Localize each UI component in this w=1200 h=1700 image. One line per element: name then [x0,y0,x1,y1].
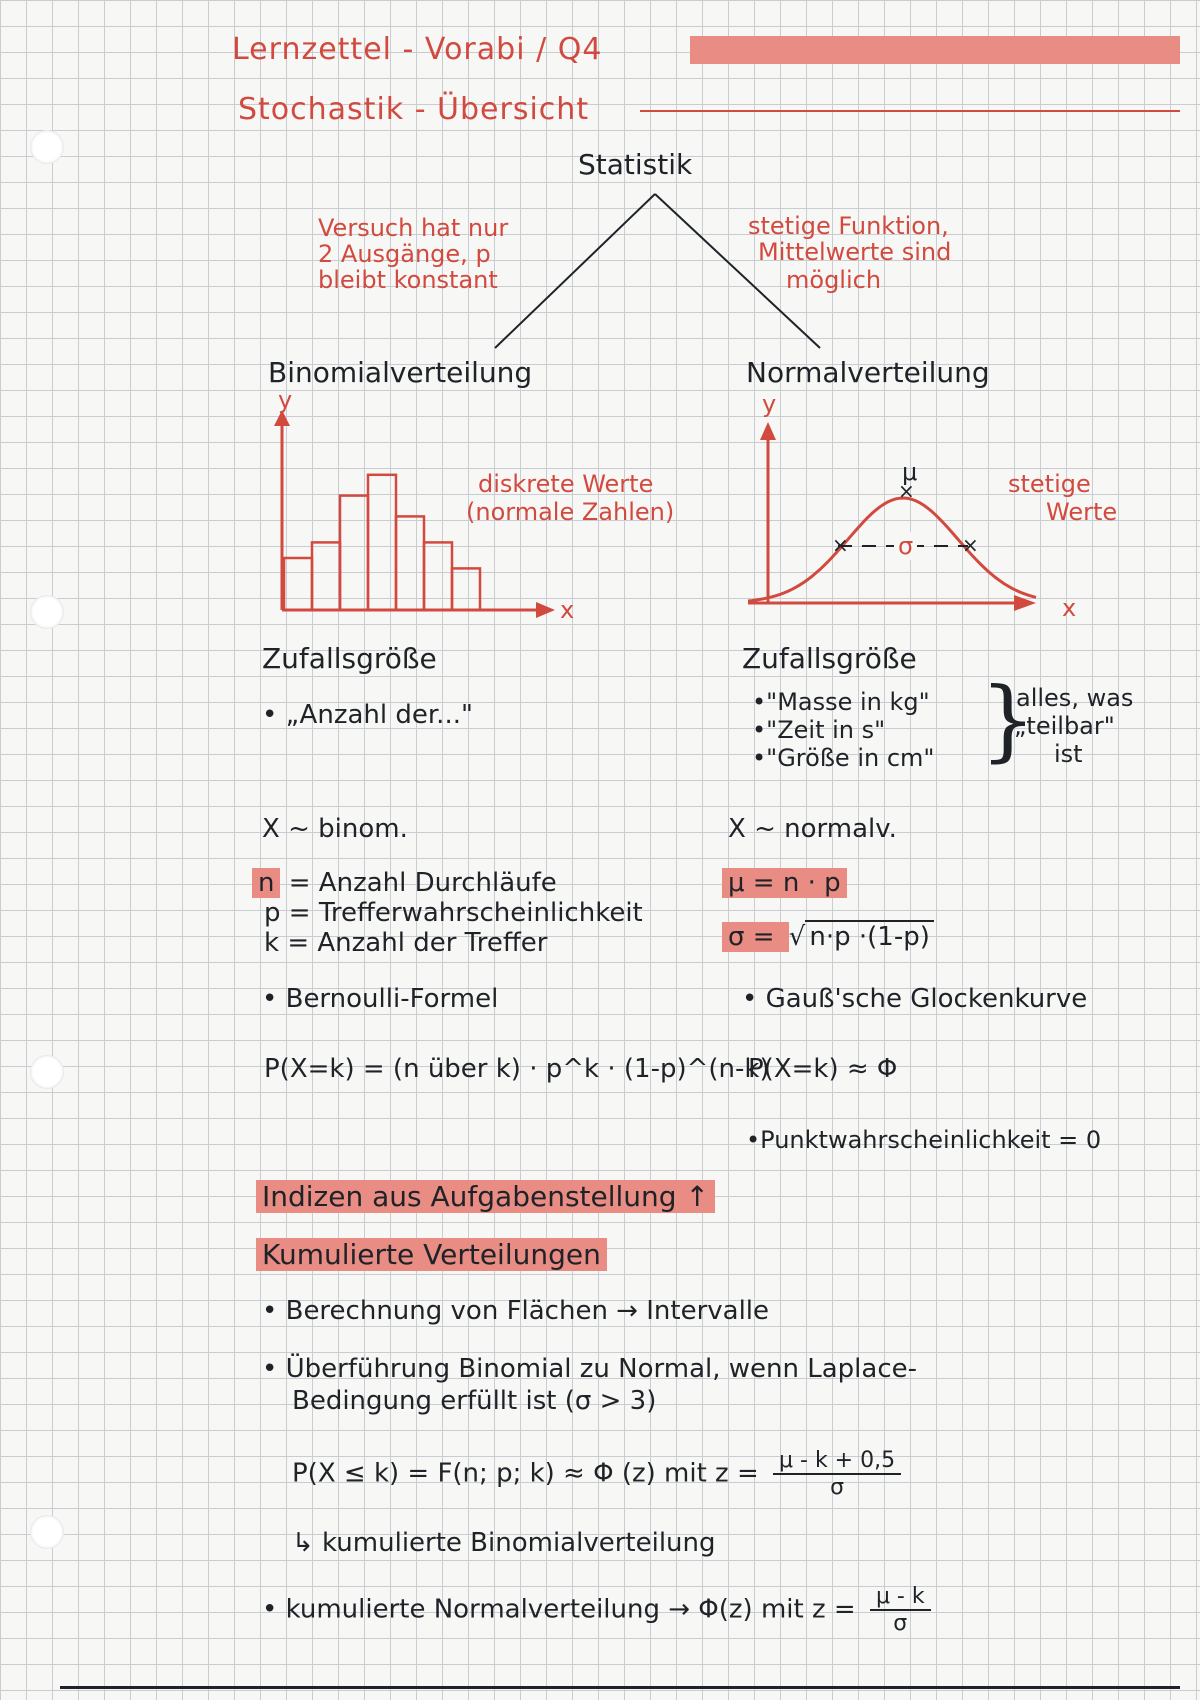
normal-curve-chart [748,418,1058,618]
formula-2-denominator: σ [893,1611,908,1636]
bell-curve [748,498,1036,601]
normal-distribution: X ~ normalv. [728,814,897,844]
brace-note-line-3: ist [1054,740,1083,768]
binomial-random-var-item: • „Anzahl der..." [262,700,473,730]
histogram-bar [424,542,452,610]
mu-formula [722,868,847,898]
page-bottom-line [60,1686,1180,1689]
histogram-bar [396,516,424,610]
histogram-bar [340,496,368,610]
binomial-def-p [264,898,643,928]
normal-y-label: y [762,390,777,418]
mu-formula-text: μ = n · p [722,868,847,898]
cumulative-bullet-areas: • Berechnung von Flächen → Intervalle [262,1296,770,1326]
cumulative-binomial-note: ↳ kumulierte Binomialverteilung [292,1528,716,1558]
brace-note-line-1: alles, was [1016,684,1134,712]
symbol-n: n [252,868,280,898]
histogram-bar [284,558,312,610]
normal-random-var-item-3: •"Größe in cm" [752,744,935,772]
normal-sigma-label: σ [894,532,917,560]
formula-2-text: • kumulierte Normalverteilung → Φ(z) mit z = [262,1594,856,1625]
right-note-line-1: stetige Funktion, [748,212,949,240]
binder-hole [30,130,64,164]
formula-1-numerator: μ - k + 0,5 [773,1448,901,1475]
cumulative-heading [256,1238,607,1271]
subtitle-underline [640,110,1180,112]
binomial-def-k [264,928,547,958]
page-title: Lernzettel - Vorabi / Q4 [232,32,603,67]
normal-note-line-2: Werte [1046,498,1118,526]
cumulative-formula-1 [292,1448,901,1500]
histogram-bar [312,542,340,610]
binder-hole [30,595,64,629]
symbol-k: k [264,928,280,958]
cumulative-heading-text: Kumulierte Verteilungen [256,1238,607,1271]
def-p-text: = Trefferwahrscheinlichkeit [288,898,643,928]
binder-hole [30,1055,64,1089]
formula-2-fraction [870,1584,931,1636]
left-note-line-3: bleibt konstant [318,266,498,294]
cumulative-bullet-transfer-2: Bedingung erfüllt ist (σ > 3) [292,1386,657,1416]
binomial-random-var-text: „Anzahl der..." [285,700,473,730]
formula-1-denominator: σ [830,1475,845,1500]
point-probability: •Punktwahrscheinlichkeit = 0 [746,1126,1102,1154]
right-note-line-3: möglich [786,266,882,294]
normal-random-var-item-1: •"Masse in kg" [752,688,930,716]
binomial-def-n [252,868,557,898]
svg-text:×: × [962,533,979,557]
binomial-random-var-heading: Zufallsgröße [262,642,437,675]
normal-random-var-heading: Zufallsgröße [742,642,917,675]
left-note-line-1: Versuch hat nur [318,214,509,242]
left-note-line-2: 2 Ausgänge, p [318,240,491,268]
binomial-x-label: x [560,596,575,624]
histogram-bar [368,475,396,610]
sigma-prefix: σ = [722,922,789,952]
sigma-root: n·p ·(1-p) [805,920,934,952]
sigma-formula: σ = √ n·p ·(1-p) [722,922,934,952]
cumulative-formula-2 [262,1584,931,1636]
binomial-distribution: X ~ binom. [262,814,408,844]
binomial-y-label: y [278,386,293,414]
brace-note-line-2: „teilbar" [1014,712,1115,740]
bernoulli-formula: P(X=k) = (n über k) · p^k · (1-p)^(n-k) [264,1054,770,1084]
title-highlight-bar [690,36,1180,64]
symbol-p: p [264,898,281,928]
normal-mu-label: μ [902,458,918,486]
histogram-bar [452,568,480,610]
normal-x-label: x [1062,594,1077,622]
tree-root-label: Statistik [578,148,693,181]
binder-hole [30,1515,64,1549]
bernoulli-heading: • Bernoulli-Formel [262,984,499,1014]
indizen-text: Indizen aus Aufgabenstellung ↑ [256,1180,715,1213]
formula-1-text: P(X ≤ k) = F(n; p; k) ≈ Φ (z) mit z = [292,1458,759,1489]
formula-1-fraction [773,1448,901,1500]
indizen-heading [256,1180,715,1213]
gauss-curve-heading: • Gauß'sche Glockenkurve [742,984,1088,1014]
normal-note-line-1: stetige [1008,470,1091,498]
def-n-text: = Anzahl Durchläufe [288,868,557,898]
svg-text:×: × [832,533,849,557]
svg-text:×: × [898,479,915,503]
page-subtitle: Stochastik - Übersicht [238,92,590,127]
right-note-line-2: Mittelwerte sind [758,238,952,266]
curly-brace: } [980,668,1036,771]
formula-2-numerator: μ - k [870,1584,931,1611]
normal-formula: P(X=k) ≈ Φ [748,1054,898,1084]
normal-heading: Normalverteilung [746,356,990,389]
cumulative-bullet-transfer-1: • Überführung Binomial zu Normal, wenn Laplace- [262,1354,917,1384]
binomial-note-line-1: diskrete Werte [478,470,654,498]
normal-random-var-item-2: •"Zeit in s" [752,716,886,744]
binomial-note-line-2: (normale Zahlen) [466,498,675,526]
binomial-heading: Binomialverteilung [268,356,533,389]
def-k-text: = Anzahl der Treffer [287,928,548,958]
